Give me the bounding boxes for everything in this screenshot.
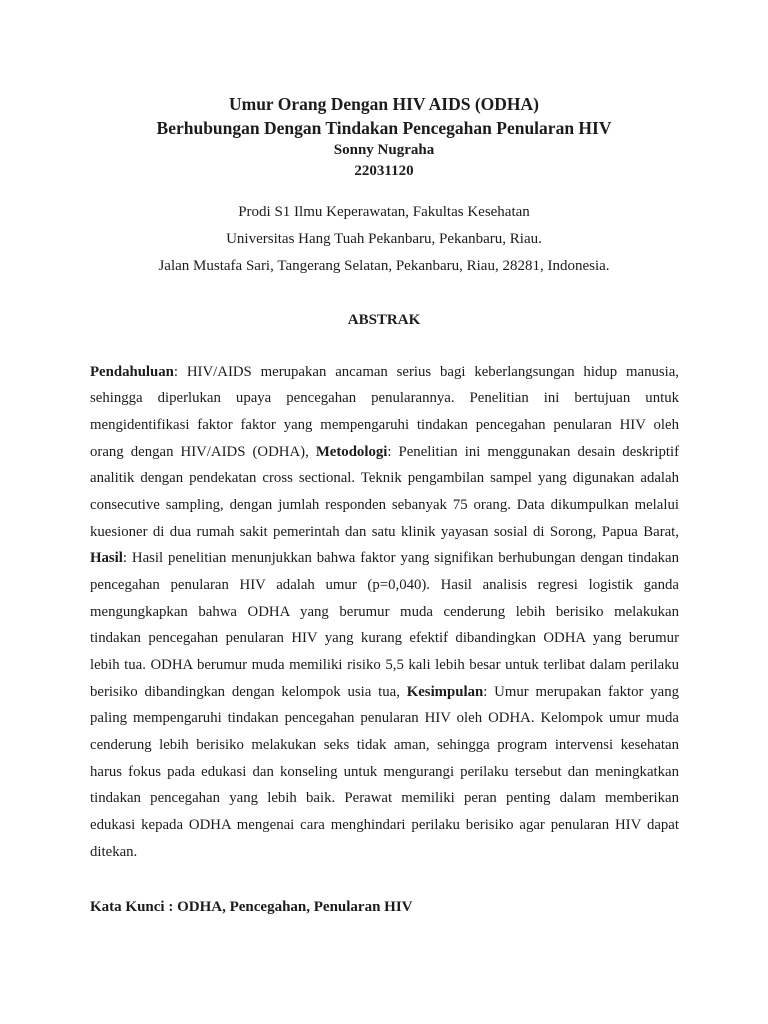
abstract-line [90, 465, 679, 492]
abstract-text: mengungkapkan bahwa ODHA yang berumur muda cenderung lebih berisiko melakukan [90, 603, 679, 620]
keywords: Kata Kunci : ODHA, Pencegahan, Penularan HIV [90, 899, 413, 915]
abstract-text: ditekan. [90, 843, 138, 860]
affiliation-line: Jalan Mustafa Sari, Tangerang Selatan, Pekanbaru, Riau, 28281, Indonesia. [158, 258, 610, 274]
abstract-line [90, 519, 679, 546]
paper-title-line-2: Berhubungan Dengan Tindakan Pencegahan Penularan HIV [156, 118, 612, 138]
section-label: Pendahuluan [90, 363, 174, 380]
abstract-line [90, 759, 679, 786]
section-label: Hasil [90, 550, 123, 567]
abstract-line [90, 679, 679, 706]
abstract-line [90, 625, 679, 652]
paper-title-line-1: Umur Orang Dengan HIV AIDS (ODHA) [228, 94, 539, 114]
abstract-text: mengidentifikasi faktor faktor yang mempengaruhi tindakan pencegahan penularan HIV oleh [90, 417, 679, 433]
section-label: Kesimpulan [406, 683, 484, 700]
abstract-text: : HIV/AIDS merupakan ancaman serius bagi keberlangsungan hidup manusia, [173, 363, 679, 380]
abstract-text: orang dengan HIV/AIDS (ODHA), [90, 443, 316, 460]
abstract-line [90, 572, 679, 599]
abstract-text: harus fokus pada edukasi dan konseling untuk mengurangi perilaku tersebut dan meningkatkan [90, 763, 679, 780]
abstract-text: : Hasil penelitian menunjukkan bahwa faktor yang signifikan berhubungan dengan tindakan [122, 550, 679, 567]
section-label: Metodologi [315, 443, 388, 460]
abstract-line [90, 732, 679, 759]
author-name: Sonny Nugraha [333, 142, 435, 158]
abstract-line [90, 492, 679, 519]
abstract-body [90, 359, 679, 865]
abstract-text: berisiko dibandingkan dengan kelompok usia tua, [90, 683, 407, 700]
abstract-line [90, 439, 679, 466]
abstract-line [90, 812, 679, 839]
abstract-text: consecutive sampling, dengan jumlah responden sebanyak 75 orang. Data dikumpulkan melalui [90, 496, 679, 513]
abstract-line [90, 599, 679, 626]
abstract-text: sehingga diperlukan upaya pencegahan penularannya. Penelitian ini bertujuan untuk [90, 390, 679, 407]
abstract-line [90, 705, 679, 732]
affiliation-line: Universitas Hang Tuah Pekanbaru, Pekanbaru, Riau. [226, 231, 542, 247]
abstract-text: lebih tua. ODHA berumur muda memiliki risiko 5,5 kali lebih besar untuk terlibat dalam perilaku [90, 656, 679, 673]
abstract-text: edukasi kepada ODHA mengenai cara menghindari perilaku berisiko agar penularan HIV dapat [90, 816, 679, 833]
abstract-text: tindakan pencegahan yang lebih baik. Perawat memiliki peran penting dalam memberikan [90, 790, 679, 807]
abstract-line [90, 385, 679, 412]
abstract-text: : Penelitian ini menggunakan desain deskriptif [387, 443, 679, 460]
abstract-line [90, 359, 679, 386]
abstract-line [90, 785, 679, 812]
abstract-heading: ABSTRAK [347, 312, 421, 328]
abstract-text: analitik dengan pendekatan cross sectional. Teknik pengambilan sampel yang digunakan adalah [90, 470, 679, 487]
author-id: 22031120 [354, 163, 414, 179]
abstract-line [90, 652, 679, 679]
abstract-text: pencegahan penularan HIV adalah umur (p=0,040). Hasil analisis regresi logistik ganda [90, 576, 679, 593]
abstract-text: kuesioner di dua rumah sakit pemerintah dan satu klinik yayasan sosial di Sorong, Papua Barat, [90, 523, 679, 540]
abstract-line [90, 839, 679, 866]
abstract-text: tindakan pencegahan penularan HIV yang kurang efektif dibandingkan ODHA yang berumur [90, 630, 679, 647]
abstract-text: paling mempengaruhi tindakan pencegahan penularan HIV oleh ODHA. Kelompok umur muda [90, 710, 679, 727]
abstract-line [90, 412, 679, 439]
abstract-text: : Umur merupakan faktor yang [483, 683, 679, 700]
abstract-text: cenderung lebih berisiko melakukan seks tidak aman, sehingga program intervensi kesehatan [90, 736, 679, 753]
affiliation-line: Prodi S1 Ilmu Keperawatan, Fakultas Kesehatan [238, 204, 530, 220]
abstract-line [90, 545, 679, 572]
